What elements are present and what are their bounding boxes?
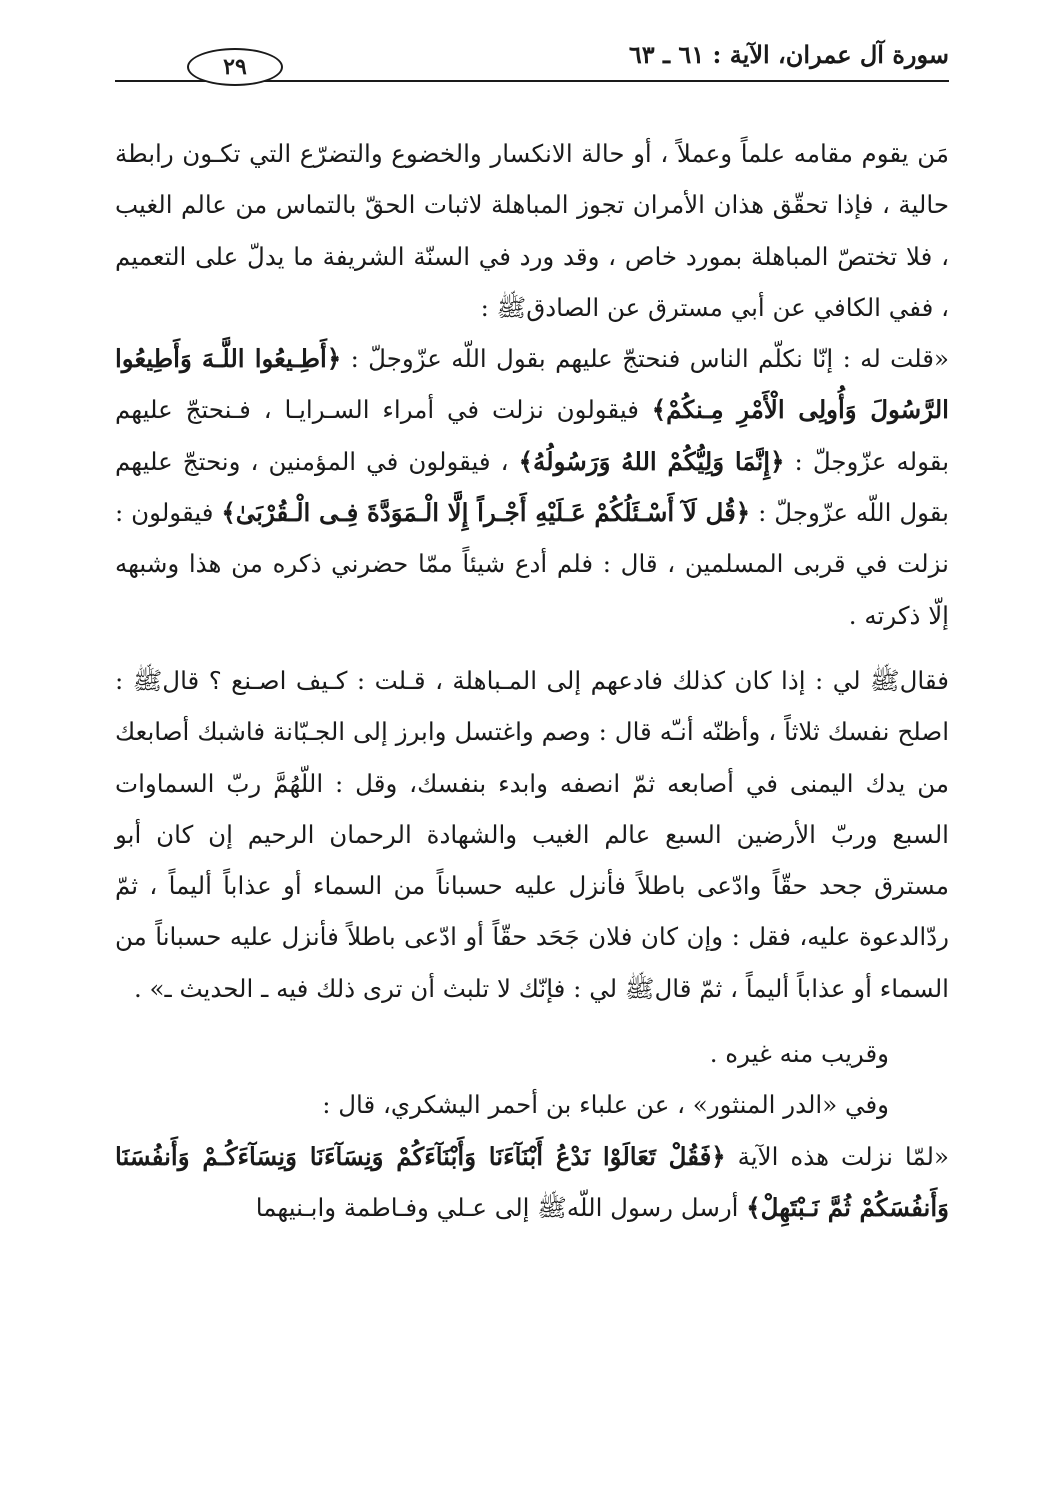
quran-verse: ﴿قُل لَآ أَسْـئَلُكُمْ عَـلَيْهِ أَجْـراً إِلَّا الْـمَوَدَّةَ فِـى الْـقُرْبَىٰ﴾ [221, 498, 751, 528]
paragraph-5: وفي «الدر المنثور» ، عن علباء بن أحمر اليشكري، قال : [322, 1090, 889, 1120]
quran-verse: ﴿إِنَّمَا وَلِيُّكُمْ اللهُ وَرَسُولُهُ﴾ [518, 446, 785, 476]
text-run: «لمّا نزلت هذه الآية [725, 1141, 949, 1171]
text-run: ، فيقولون في المؤمنين ، ونحتجّ عليهم بقول اللّه عزّوجلّ : [115, 446, 949, 528]
quran-verse: ﴿فَقُلْ تَعَالَوْا نَدْعُ أَبْنَآءَنَا وَأَبْنَآءَكُمْ وَنِسَآءَنَا وَنِسَآءَكُـمْ وَأَنفُسَنَا وَأَنفُسَكُمْ ثُمَّ نَـبْتَهِلْ﴾ [115, 1141, 949, 1222]
paragraph-2 [115, 333, 949, 641]
paragraph-6 [115, 1131, 949, 1234]
paragraph-3: فقالﷺ لي : إذا كان كذلك فادعهم إلى المـباهلة ، قـلت : كـيف اصـنع ؟ قالﷺ : اصلح نفسك ثلاثاً ، وأظنّه أنـّه قال : وصم واغتسل وابرز إلى الجـبّانة فاشبك أصابعك من يدك اليمنى في أصابعه ثمّ انصفه وابدء بنفسك، وقل : اللّهُمَّ ربّ السماوات السبع وربّ الأرضين السبع عالم الغيب والشهادة الرحمان الرحيم إن كان أبو مسترق جحد حقّاً وادّعى باطلاً فأنزل عليه حسباناً من السماء أو عذاباً أليماً ، ثمّ ردّالدعوة عليه، فقل : وإن كان فلان جَحَد حقّاً أو ادّعى باطلاً فأنزل عليه حسباناً من السماء أو عذاباً أليماً ، ثمّ قالﷺ لي : فإنّك لا تلبث أن ترى ذلك فيه ـ الحديث ـ» . [115, 665, 949, 1003]
page-body [115, 128, 949, 1233]
text-run: أرسل رسول اللّهﷺ إلى عـلي وفـاطمة وابـنيهما [255, 1192, 747, 1222]
paragraph-4: وقريب منه غيره . [709, 1039, 889, 1069]
paragraph-1: مَن يقوم مقامه علماً وعملاً ، أو حالة الانكسار والخضوع والتضرّع التي تكـون رابطة حالية ، فإذا تحقّق هذان الأمران تجوز المباهلة لاثبات الحقّ بالتماس من عالم الغيب ، فلا تختصّ المباهلة بمورد خاص ، وقد ورد في السنّة الشريفة ما يدلّ على التعميم ، ففي الكافي عن أبي مسترق عن الصادقﷺ : [115, 139, 949, 322]
text-run: فيقولون نزلت في أمراء السـرايـا ، فـنحتجّ عليهم بقوله عزّوجلّ : [115, 395, 950, 476]
page-header [115, 36, 949, 84]
text-run: «قلت له : إنّا نكلّم الناس فنحتجّ عليهم بقول اللّه عزّوجلّ : [341, 344, 949, 374]
quran-verse: ﴿أَطِـيعُوا اللَّـهَ وَأَطِيعُوا الرَّسُولَ وَأُولِى الْأَمْرِ مِـنكُمْ﴾ [115, 344, 949, 425]
running-header-title: سورة آل عمران، الآية : ٦١ ـ ٦٣ [628, 40, 949, 69]
text-run: فيقولون : نزلت في قربى المسلمين ، قال : فلم أدع شيئاً ممّا حضرني ذكره من هذا وشبهه إلّا ذكرته . [115, 498, 949, 630]
page-number-badge: ٢٩ [187, 48, 283, 86]
